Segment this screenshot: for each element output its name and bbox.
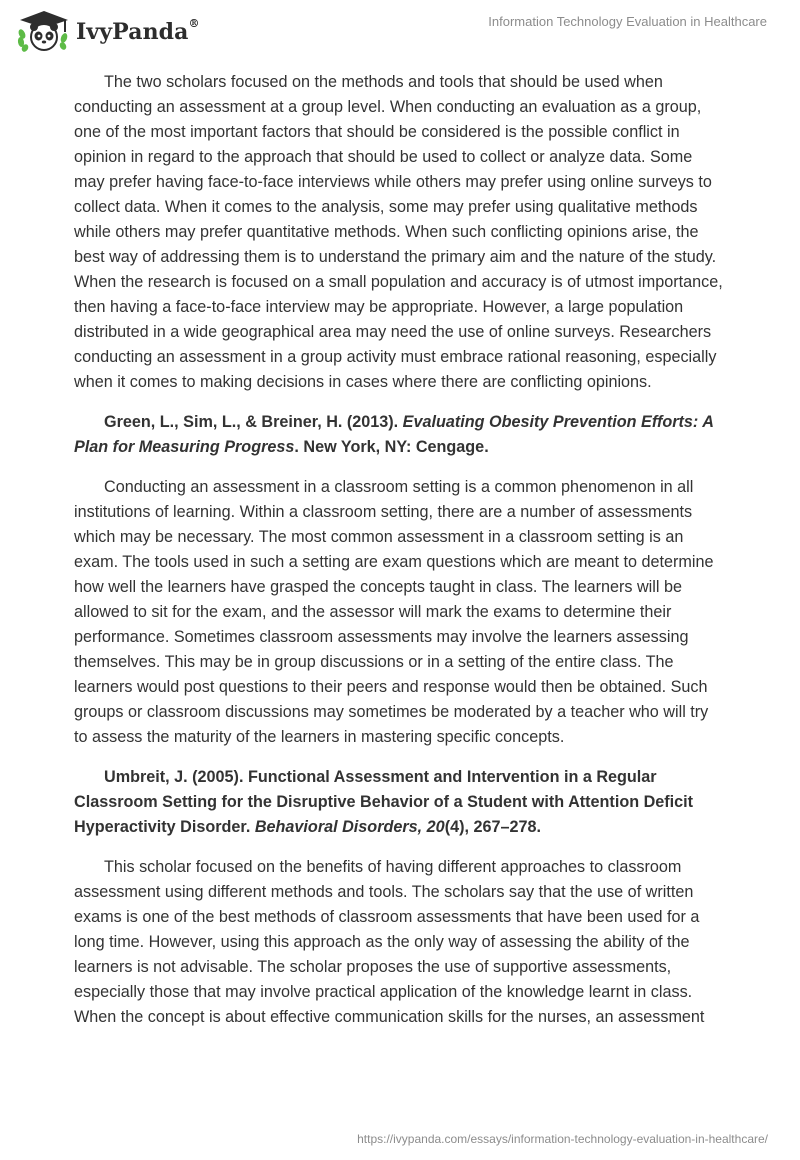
body-paragraph: Conducting an assessment in a classroom setting is a common phenomenon in all institutions of learning. Within a classroom setting, there are a number of assessments which may be necessary. The most common assessment in a classroom setting is an exam. The tools used in such a setting are exam questions which are meant to determine how well the learners have grasped the concepts taught in class. The learners will be allowed to sit for the exam, and the assessor will mark the exams to determine their performance. Sometimes classroom assessments may involve the learners assessing themselves. This may be in group discussions or in a setting of the entire class. The learners would post questions to their peers and response would then be obtained. Such groups or classroom discussions may sometimes be moderated by a teacher who will try to assess the maturity of the learners in mastering specific concepts. (74, 478, 714, 746)
page-header (0, 0, 800, 64)
citation-title: Evaluating Obesity Prevention Efforts: A Plan for Measuring Progress (74, 413, 714, 456)
citation-issue-pages: (4), 267–278. (444, 818, 541, 836)
reference-citation (74, 765, 724, 840)
citation-publisher: . New York, NY: Cengage. (294, 438, 489, 456)
citation-authors-title: Umbreit, J. (2005). Functional Assessment and Intervention in a Regular Classroom Setting for the Disruptive Behavior of a Student with Attention Deficit Hyperactivity Disorder. (74, 768, 694, 836)
reference-citation (74, 410, 724, 460)
citation-authors: Green, L., Sim, L., & Breiner, H. (2013). (104, 413, 403, 431)
citation-journal: Behavioral Disorders, 20 (254, 818, 445, 836)
body-paragraph: This scholar focused on the benefits of having different approaches to classroom assessment using different methods and tools. The scholars say that the use of written exams is one of the best methods of classroom assessments that have been used for a long time. However, using this approach as the only way of assessing the ability of the learners is not advisable. The scholar proposes the use of supportive assessments, especially those that may involve practical application of the knowledge learnt in class. When the concept is about effective communication skills for the nurses, an assessment (74, 858, 705, 1026)
registered-mark: ® (188, 17, 200, 30)
ivypanda-logo[interactable] (14, 8, 200, 52)
brand-name: IvyPanda® (76, 17, 200, 45)
document-title: Information Technology Evaluation in Healthcare (488, 14, 767, 29)
panda-graduation-cap-icon (14, 8, 70, 52)
source-url[interactable]: https://ivypanda.com/essays/information-technology-evaluation-in-healthcare/ (357, 1132, 768, 1146)
document-body (74, 70, 724, 1030)
body-paragraph: The two scholars focused on the methods and tools that should be used when conducting an assessment at a group level. When conducting an evaluation as a group, one of the most important factors that should be considered is the possible conflict in opinion in regard to the approach that should be used to collect or analyze data. Some may prefer having face-to-face interviews while others may prefer using online surveys to collect data. When it comes to the analysis, some may prefer using qualitative methods while others may prefer quantitative methods. When such conflicting opinions arise, the best way of addressing them is to understand the primary aim and the nature of the study. When the research is focused on a small population and accuracy is of utmost importance, then having a face-to-face interview may be appropriate. However, a large population distributed in a wide geographical area may need the use of online surveys. Researchers conducting an assessment in a group activity must embrace rational reasoning, especially when it comes to making decisions in cases where there are conflicting opinions. (74, 73, 723, 391)
